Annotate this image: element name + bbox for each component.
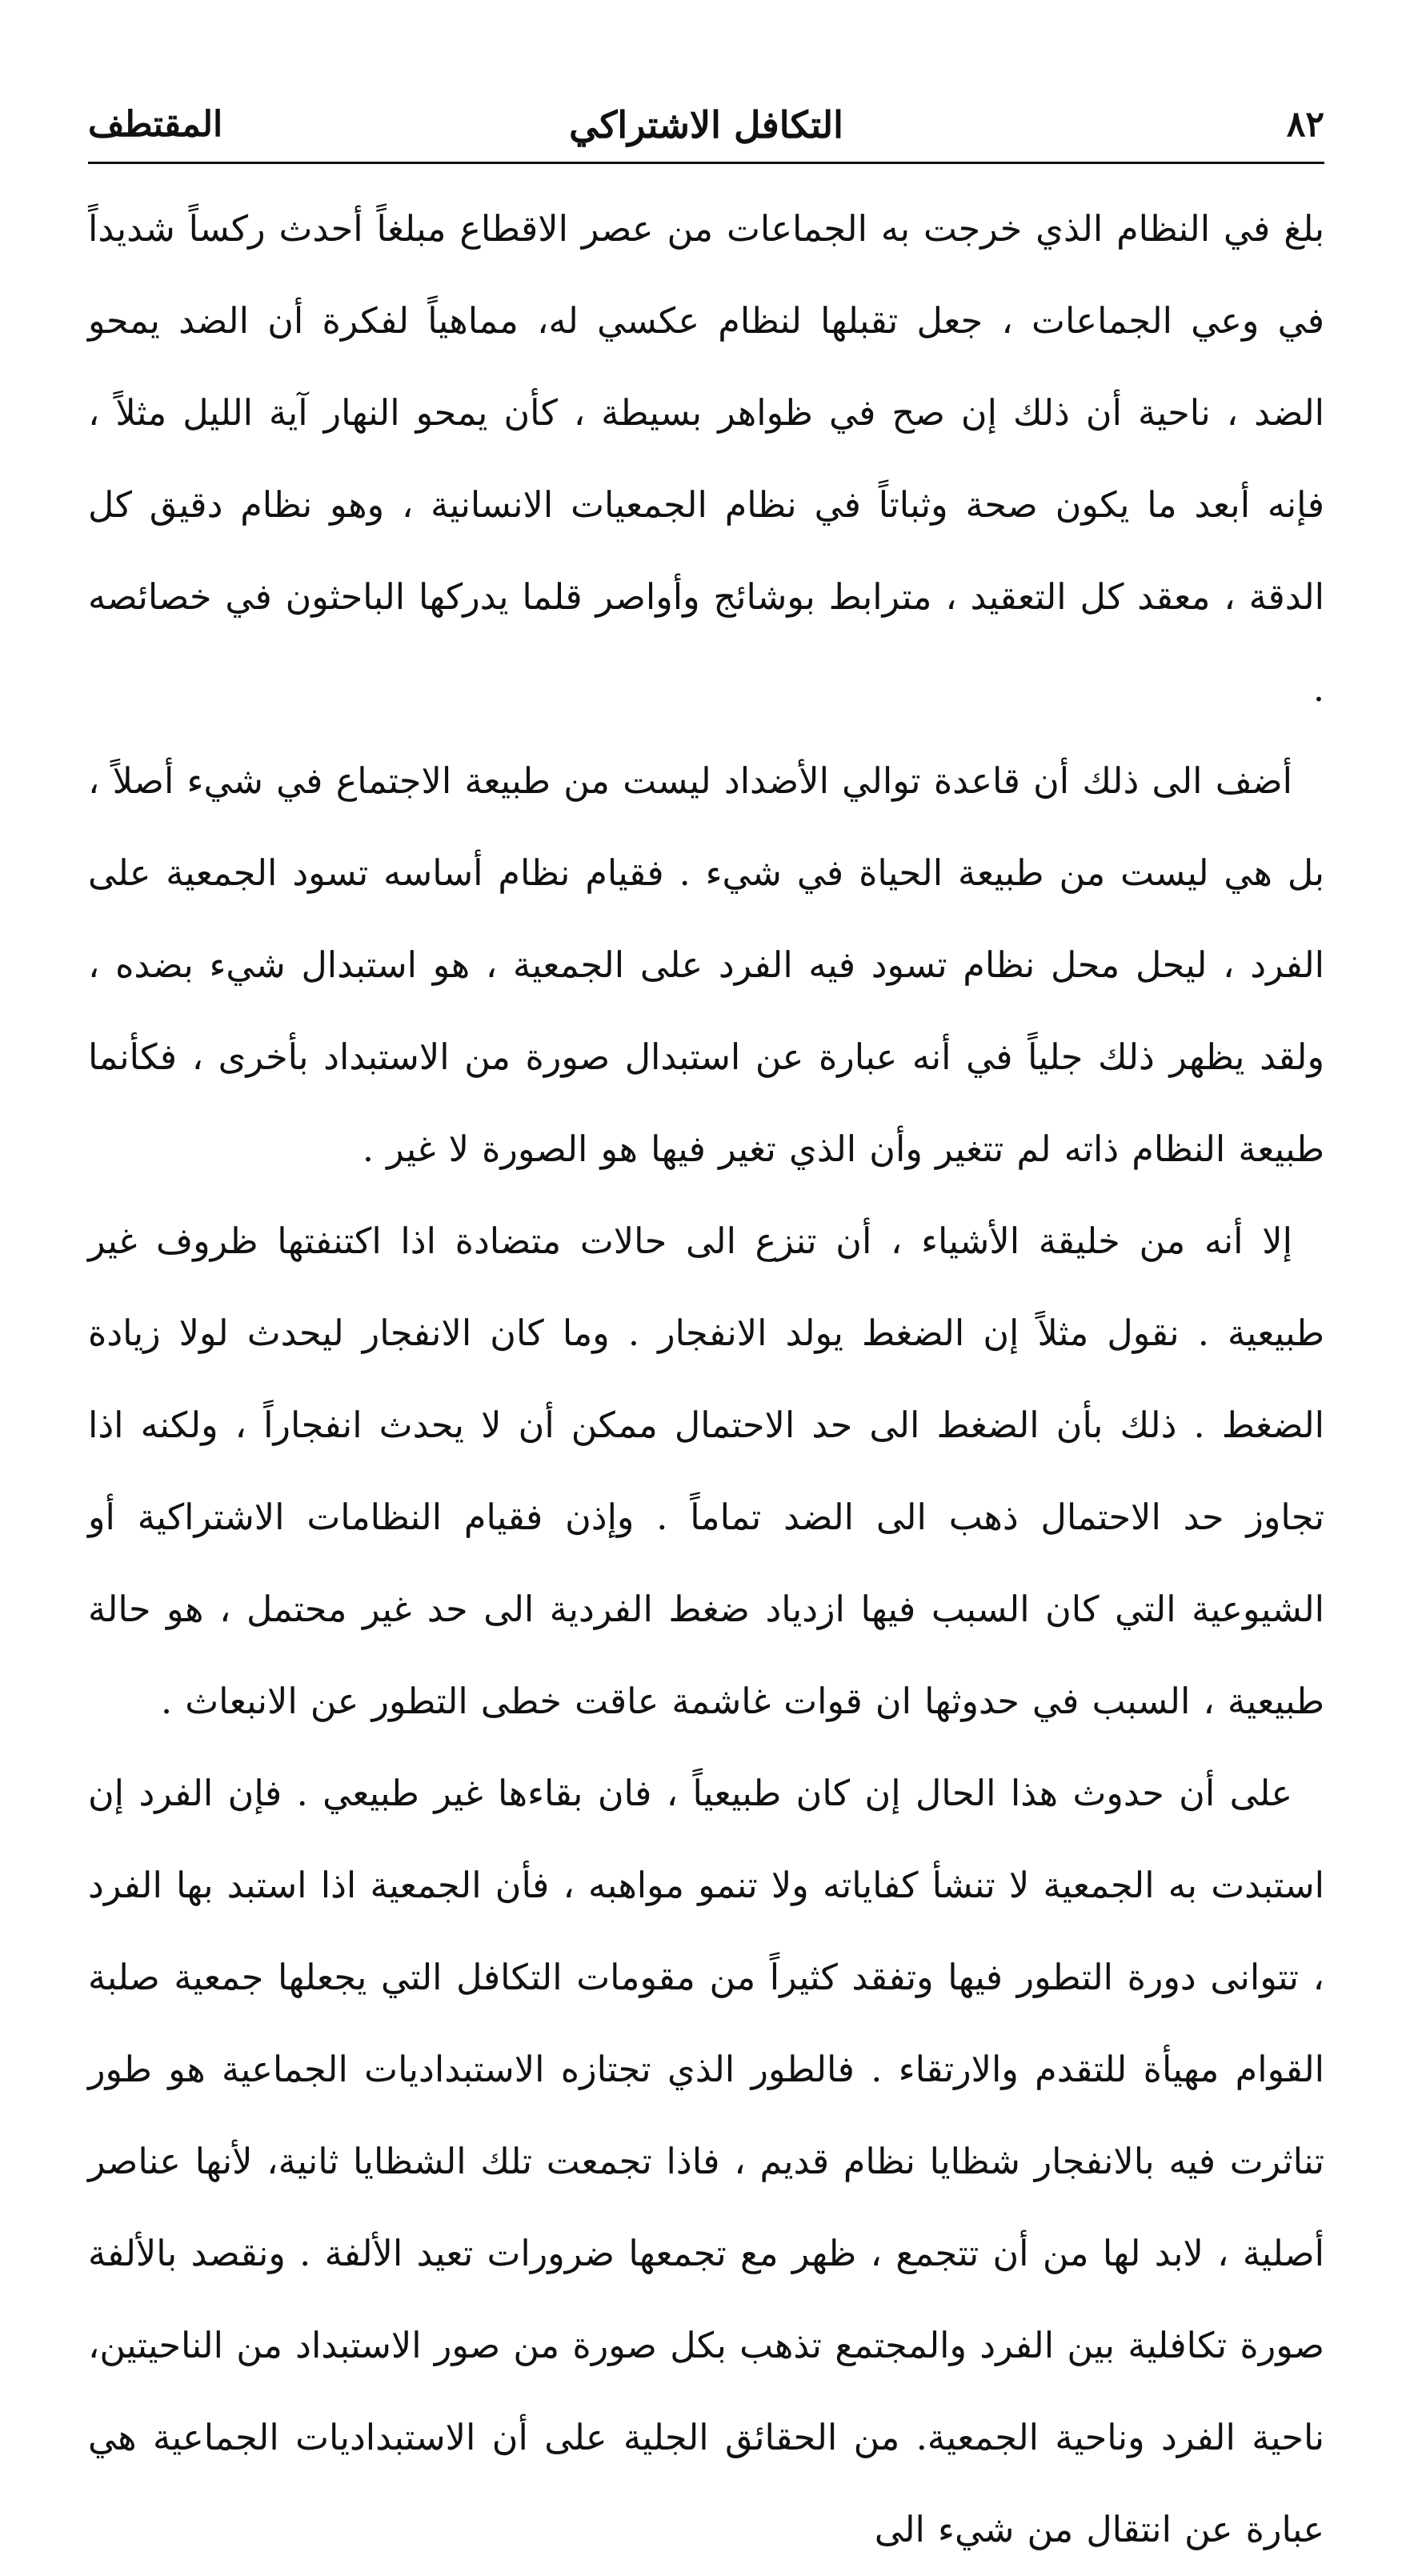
paragraph-3: إلا أنه من خليقة الأشياء ، أن تنزع الى حالات متضادة اذا اكتنفتها ظروف غير طبيعية . نقول مثلاً إن الضغط يولد الانفجار . وما كان الانفجار ليحدث لولا زيادة الضغط . ذلك بأن الضغط الى حد الاحتمال ممكن أن لا يحدث انفجاراً ، ولكنه اذا تجاوز حد الاحتمال ذهب الى الضد تماماً . وإذن فقيام النظامات الاشتراكية أو الشيوعية التي كان السبب فيها ازدياد ضغط الفردية الى حد غير محتمل ، هو حالة طبيعية ، السبب في حدوثها ان قوات غاشمة عاقت خطى التطور عن الانبعاث . bbox=[88, 1221, 1324, 1722]
page-header bbox=[88, 88, 1324, 162]
paragraph-1: بلغ في النظام الذي خرجت به الجماعات من عصر الاقطاع مبلغاً أحدث ركساً شديداً في وعي الجماعات ، جعل تقبلها لنظام عكسي له، مماهياً لفكرة أن الضد يمحو الضد ، ناحية أن ذلك إن صح في ظواهر بسيطة ، كأن يمحو النهار آية الليل مثلاً ، فإنه أبعد ما يكون صحة وثباتاً في نظام الجمعيات الانسانية ، وهو نظام دقيق كل الدقة ، معقد كل التعقيد ، مترابط بوشائج وأواصر قلما يدركها الباحثون في خصائصه . bbox=[88, 209, 1324, 710]
header-divider bbox=[88, 162, 1324, 164]
paragraph-2: أضف الى ذلك أن قاعدة توالي الأضداد ليست من طبيعة الاجتماع في شيء أصلاً ، بل هي ليست من طبيعة الحياة في شيء . فقيام نظام أساسه تسود الجمعية على الفرد ، ليحل محل نظام تسود فيه الفرد على الجمعية ، هو استبدال شيء بضده ، ولقد يظهر ذلك جلياً في أنه عبارة عن استبدال صورة من الاستبداد بأخرى ، فكأنما طبيعة النظام ذاته لم تتغير وأن الذي تغير فيها هو الصورة لا غير . bbox=[88, 761, 1324, 1170]
journal-name: المقتطف bbox=[88, 104, 223, 145]
page-title: التكافل الاشتراكي bbox=[569, 103, 843, 146]
document-page bbox=[88, 88, 1324, 2550]
page-number: ٨٢ bbox=[1286, 104, 1324, 145]
article-body bbox=[88, 183, 1324, 2576]
paragraph-4: على أن حدوث هذا الحال إن كان طبيعياً ، فان بقاءها غير طبيعي . فإن الفرد إن استبدت به الجمعية لا تنشأ كفاياته ولا تنمو مواهبه ، فأن الجمعية اذا استبد بها الفرد ، تتوانى دورة التطور فيها وتفقد كثيراً من مقومات التكافل التي يجعلها جمعية صلبة القوام مهيأة للتقدم والارتقاء . فالطور الذي تجتازه الاستبداديات الجماعية هو طور تناثرت فيه بالانفجار شظايا نظام قديم ، فاذا تجمعت تلك الشظايا ثانية، لأنها عناصر أصلية ، لابد لها من أن تتجمع ، ظهر مع تجمعها ضرورات تعيد الألفة . ونقصد بالألفة صورة تكافلية بين الفرد والمجتمع تذهب بكل صورة من صور الاستبداد من الناحيتين، ناحية الفرد وناحية الجمعية. من الحقائق الجلية على أن الاستبداديات الجماعية هي عبارة عن انتقال من شيء الى bbox=[88, 1773, 1324, 2550]
